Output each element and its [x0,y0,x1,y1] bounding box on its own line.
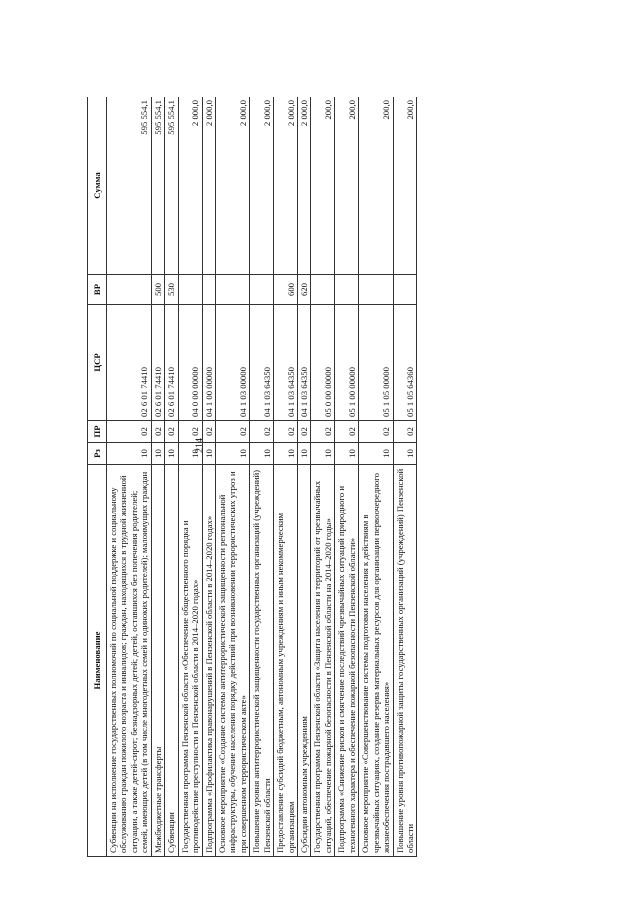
cell-sum: 200,0 [393,97,417,275]
cell-rz: 10 [274,443,298,465]
cell-sum: 200,0 [335,97,359,275]
table-row [359,97,393,857]
cell-rz: 10 [107,443,152,465]
cell-name: Государственная программа Пензенской области «Обеспечение общественного порядка и противодействие преступности в Пензенской области в 2014–2020 годах» [178,465,202,857]
table-body [107,97,417,857]
table-row [215,97,249,857]
cell-name: Предоставление субсидий бюджетным, автономным учреждениям и иным некоммерческим организациям [274,465,298,857]
cell-vr [311,275,335,305]
header-sum: Сумма [88,97,107,275]
cell-pr: 02 [311,421,335,443]
cell-csr: 04 1 03 64350 [298,305,311,421]
cell-csr: 05 0 00 00000 [311,305,335,421]
cell-pr: 02 [274,421,298,443]
table-row [165,97,178,857]
header-csr: ЦСР [88,305,107,421]
table-row [151,97,164,857]
table-row [107,97,152,857]
cell-pr: 02 [359,421,393,443]
cell-pr: 02 [202,421,215,443]
cell-name: Государственная программа Пензенской области «Защита населения и территорий от чрезвычайных ситуаций, обеспечение пожарной безопасности в Пензенской области на 2014–2020 годы» [311,465,335,857]
cell-name: Основное мероприятие «Совершенствование системы подготовки населения к действиям в чрезвычайных ситуациях, создание резерва материальных ресурсов для организации первоочередного жизнеобеспечения пострадавшего населения» [359,465,393,857]
table-row [311,97,335,857]
cell-sum: 2 000,0 [202,97,215,275]
cell-name: Субвенции [165,465,178,857]
cell-name: Основное мероприятие «Создание системы антитеррористической защищенности региональной инфраструктуры, обучение населения порядку действий при возникновении террористических угроз и при совершенном террористическом акте» [215,465,249,857]
cell-rz: 10 [335,443,359,465]
budget-table-area [87,97,542,857]
table-header-row [88,97,107,857]
page-number: 214 [194,438,206,453]
cell-sum: 595 554,1 [151,97,164,275]
cell-vr [335,275,359,305]
table-row [393,97,417,857]
cell-sum: 2 000,0 [178,97,202,275]
cell-vr: 530 [165,275,178,305]
cell-pr: 02 [298,421,311,443]
cell-vr: 600 [274,275,298,305]
cell-vr [393,275,417,305]
cell-csr: 02 6 01 74410 [151,305,164,421]
cell-sum: 595 554,1 [107,97,152,275]
cell-csr: 05 1 05 00000 [359,305,393,421]
cell-rz: 10 [165,443,178,465]
cell-pr: 02 [107,421,152,443]
cell-pr: 02 [250,421,274,443]
cell-rz: 10 [178,443,202,465]
cell-name: Повышение уровня противопожарной защиты государственных организаций (учреждений) Пензенской области [393,465,417,857]
table-row [274,97,298,857]
header-vr: ВР [88,275,107,305]
cell-name: Подпрограмма «Профилактика правонарушений в Пензенской области в 2014–2020 годах» [202,465,215,857]
cell-csr: 04 1 03 64350 [274,305,298,421]
cell-csr: 05 1 00 00000 [335,305,359,421]
cell-csr: 02 6 01 74410 [107,305,152,421]
cell-name: Повышение уровня антитеррористической защищенности государственных организаций (учреждений) Пензенской области [250,465,274,857]
cell-pr: 02 [165,421,178,443]
cell-sum: 2 000,0 [298,97,311,275]
header-pr: ПР [88,421,107,443]
cell-rz: 10 [359,443,393,465]
rotated-table-wrapper [87,97,542,857]
cell-pr: 02 [335,421,359,443]
table-row [335,97,359,857]
cell-rz: 10 [393,443,417,465]
cell-rz: 10 [311,443,335,465]
cell-sum: 2 000,0 [215,97,249,275]
cell-vr [215,275,249,305]
cell-rz: 10 [215,443,249,465]
table-row [298,97,311,857]
cell-csr: 04 1 00 00000 [202,305,215,421]
table-row [250,97,274,857]
cell-rz: 10 [151,443,164,465]
cell-sum: 200,0 [311,97,335,275]
cell-vr [178,275,202,305]
cell-pr: 02 [151,421,164,443]
cell-name: Субвенции на исполнение государственных полномочий по социальной поддержке и социальному обслуживанию граждан пожилого возраста и инвалидов; граждан, находящихся в трудной жизненной ситуации, а также детей-сирот; безнадзорных детей; детей, оставшихся без попечения родителей; семей, имеющих детей (в том числе многодетных семей и одиноких родителей); малоимущих граждан [107,465,152,857]
cell-vr [107,275,152,305]
table-row [178,97,202,857]
budget-table [87,97,417,857]
cell-csr: 05 1 05 64360 [393,305,417,421]
cell-name: Субсидии автономным учреждениям [298,465,311,857]
cell-vr [359,275,393,305]
cell-name: Межбюджетные трансферты [151,465,164,857]
cell-csr: 04 1 03 00000 [215,305,249,421]
cell-rz: 10 [202,443,215,465]
cell-csr: 04 0 00 00000 [178,305,202,421]
cell-sum: 595 554,1 [165,97,178,275]
cell-sum: 2 000,0 [250,97,274,275]
cell-vr [250,275,274,305]
cell-pr: 02 [178,421,202,443]
cell-pr: 02 [393,421,417,443]
cell-pr: 02 [215,421,249,443]
header-rz: Рз [88,443,107,465]
cell-csr: 04 1 03 64350 [250,305,274,421]
cell-sum: 2 000,0 [274,97,298,275]
cell-vr [202,275,215,305]
cell-csr: 02 6 01 74410 [165,305,178,421]
cell-rz: 10 [298,443,311,465]
cell-vr: 500 [151,275,164,305]
cell-name: Подпрограмма «Снижение рисков и смягчение последствий чрезвычайных ситуаций природного и техногенного характера и обеспечение пожарной безопасности Пензенской области» [335,465,359,857]
cell-sum: 200,0 [359,97,393,275]
cell-vr: 620 [298,275,311,305]
cell-rz: 10 [250,443,274,465]
table-row [202,97,215,857]
header-name: Наименование [88,465,107,857]
